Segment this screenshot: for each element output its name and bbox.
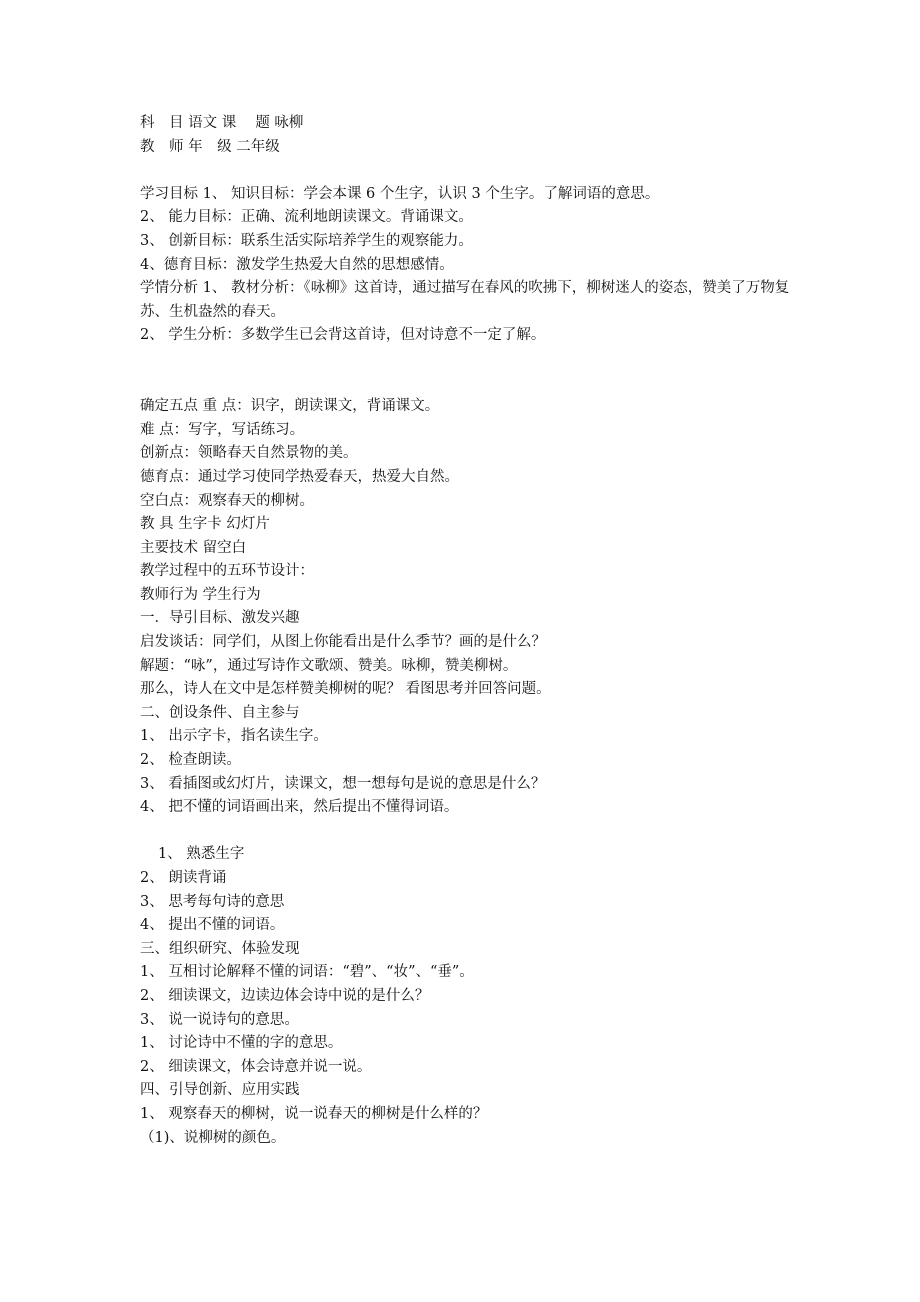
point-moral: 德育点：通过学习使同学热爱春天，热爱大自然。 [140,468,459,485]
step1-line: 那么，诗人在文中是怎样赞美柳树的呢？ 看图思考并回答问题。 [140,681,551,698]
spacer [140,159,800,183]
step3-line: 2、 细读课文，体会诗意并说一说。 [140,1058,372,1075]
step1-line: 解题：“咏”，通过写诗作文歌颂、赞美。咏柳，赞美柳树。 [140,657,518,674]
step3-line: 1、 互相讨论解释不懂的词语：“碧”、“妆”、“垂”。 [140,964,474,981]
point-difficult: 难 点：写字，写话练习。 [140,421,305,438]
step2-line: 2、 检查朗读。 [140,752,241,769]
step3-line: 1、 讨论诗中不懂的字的意思。 [140,1035,343,1052]
step1-title: 一．导引目标、激发兴趣 [140,610,300,627]
student2-line: 3、 思考每句诗的意思 [140,893,285,910]
step2-line: 4、 把不懂的词语画出来，然后提出不懂得词语。 [140,799,459,816]
goal-knowledge: 学习目标 1、 知识目标：学会本课 6 个生字，认识 3 个生字。了解词语的意思。 [140,185,660,202]
spacer [140,348,800,395]
goal-moral: 4、德育目标：激发学生热爱大自然的思想感情。 [140,256,454,273]
point-key: 确定五点 重 点：识字，朗读课文，背诵课文。 [140,398,440,415]
goal-creativity: 3、 创新目标：联系生活实际培养学生的观察能力。 [140,232,473,249]
point-innovation: 创新点：领略春天自然景物的美。 [140,445,358,462]
student2-line: 1、 熟悉生字 [158,846,245,863]
step2-line: 1、 出示字卡，指名读生字。 [140,728,328,745]
student2-line: 2、 朗读背诵 [140,870,227,886]
roles-heading: 教师行为 学生行为 [140,586,261,603]
step4-line: （1)、说柳树的颜色。 [140,1129,286,1146]
step3-line: 2、 细读课文，边读边体会诗中说的是什么？ [140,987,430,1004]
goal-ability: 2、 能力目标：正确、流利地朗读课文。背诵课文。 [140,209,473,226]
point-blank: 空白点：观察春天的柳树。 [140,492,314,509]
step2-title: 二、创设条件、自主参与 [140,704,300,721]
student2-line: 4、 提出不懂的词语。 [140,917,285,934]
header-subject-line: 科 目 语文 课 题 咏柳 [140,115,304,131]
teaching-aids: 教 具 生字卡 幻灯片 [140,516,270,533]
document-body [140,112,800,1150]
analysis-student: 2、 学生分析：多数学生已会背这首诗，但对诗意不一定了解。 [140,327,546,344]
step4-line: 1、 观察春天的柳树，说一说春天的柳树是什么样的？ [140,1105,488,1122]
main-technique: 主要技术 留空白 [140,539,247,556]
spacer [140,820,800,844]
step4-title: 四、引导创新、应用实践 [140,1082,300,1099]
analysis-material: 学情分析 1、 教材分析：《咏柳》这首诗，通过描写在春风的吹拂下，柳树迷人的姿态，赞美了万物复苏、生机盎然的春天。 [140,280,790,320]
step2-line: 3、 看插图或幻灯片，读课文，想一想每句是说的意思是什么？ [140,775,546,792]
step3-title: 三、组织研究、体验发现 [140,940,300,957]
step1-line: 启发谈话：同学们，从图上你能看出是什么季节？画的是什么？ [140,634,546,651]
process-heading: 教学过程中的五环节设计： [140,563,314,580]
step3-line: 3、 说一说诗句的意思。 [140,1011,299,1028]
header-teacher-line: 教 师 年 级 二年级 [140,138,280,155]
